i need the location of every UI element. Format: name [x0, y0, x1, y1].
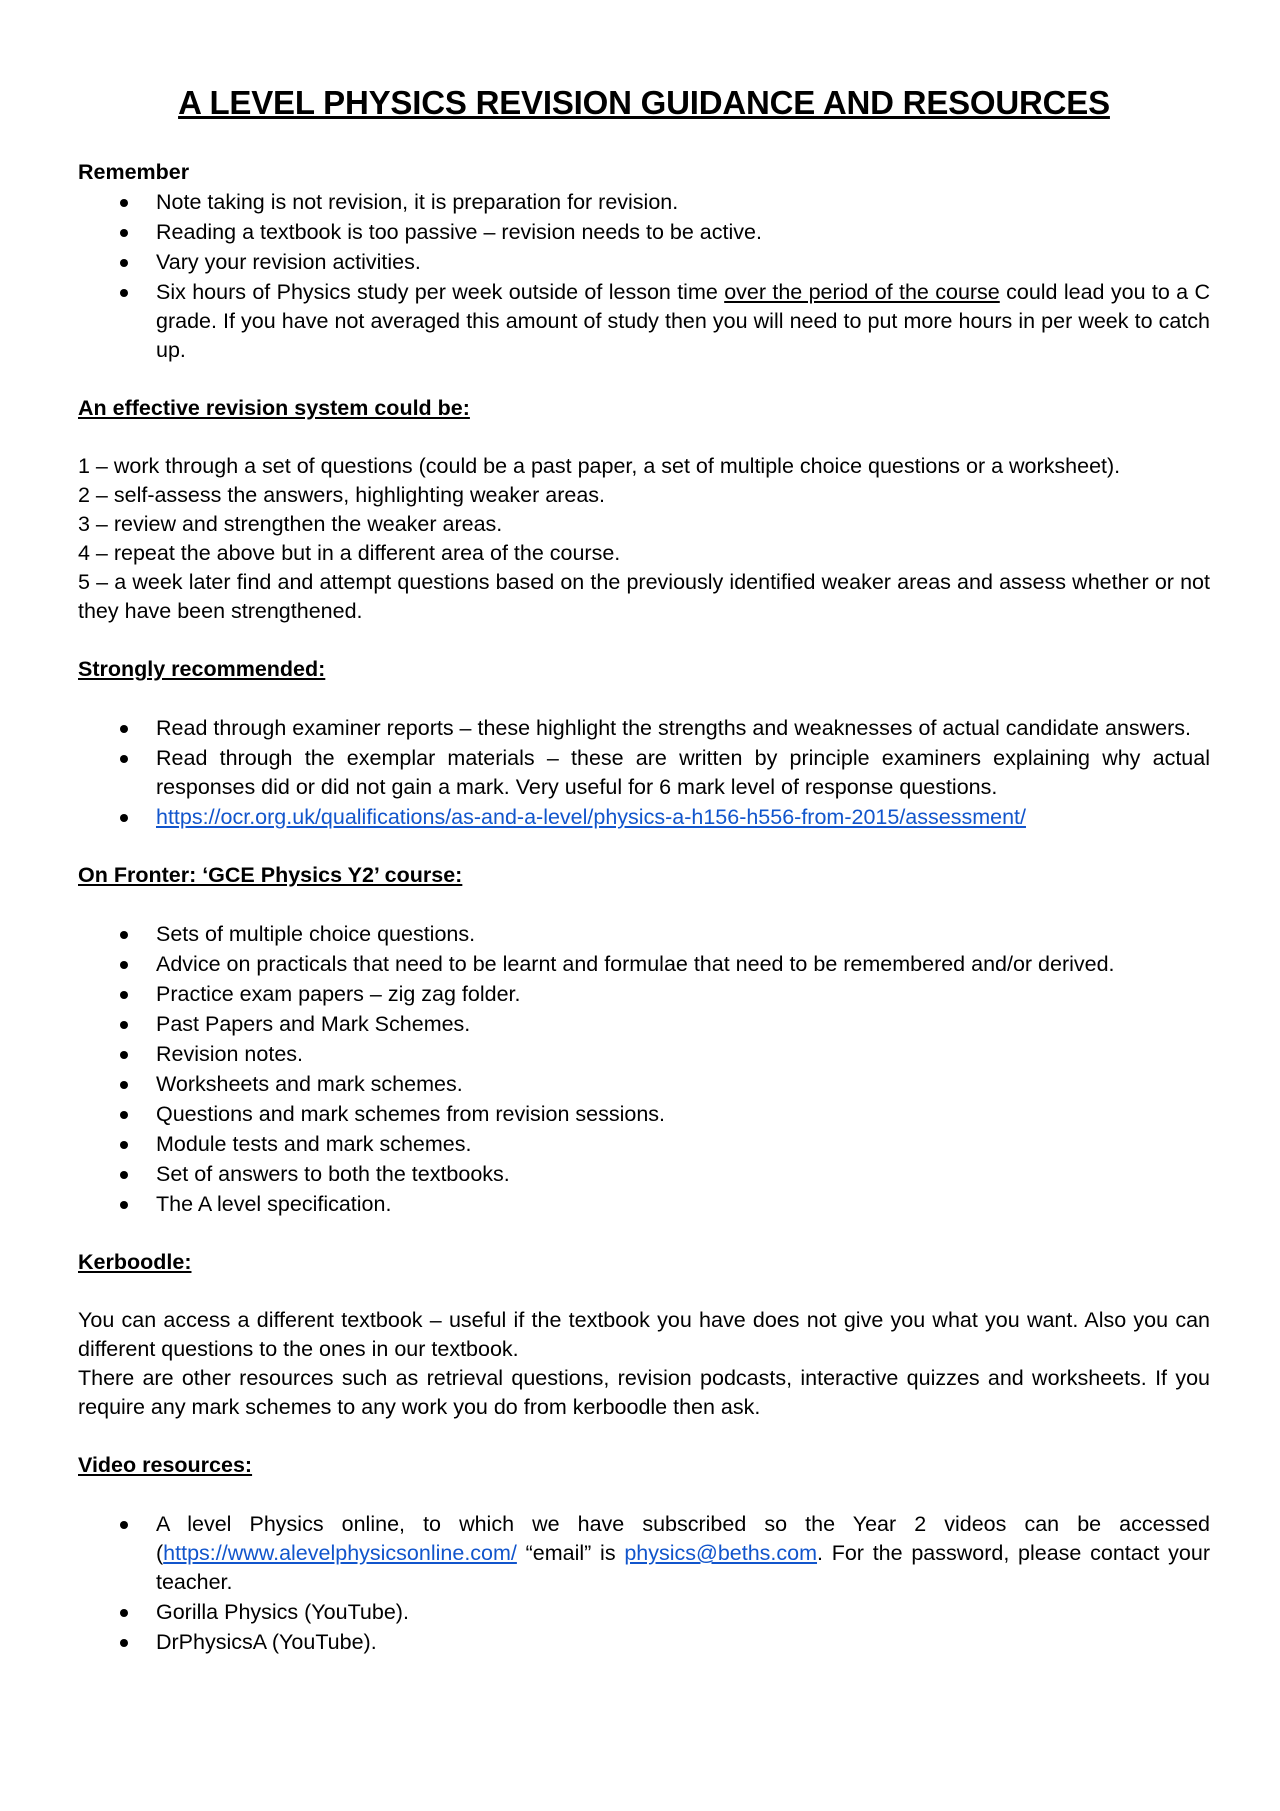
bullet-icon	[120, 961, 128, 969]
bullet-icon	[120, 1609, 128, 1617]
revision-step: 5 – a week later find and attempt questions based on the previously identified weaker areas and assess whether or not they have been strengthened.	[78, 570, 1210, 623]
bullet-icon	[120, 1141, 128, 1149]
list-item: Read through examiner reports – these highlight the strengths and weaknesses of actual candidate answers.	[78, 714, 1210, 743]
list-item	[78, 803, 1210, 832]
bullet-icon	[120, 229, 128, 237]
list-item: Questions and mark schemes from revision sessions.	[78, 1100, 1210, 1129]
bullet-icon	[120, 1639, 128, 1647]
revision-step: 4 – repeat the above but in a different area of the course.	[78, 541, 621, 565]
list-item: Reading a textbook is too passive – revision needs to be active.	[78, 218, 1210, 247]
revision-system-heading: An effective revision system could be:	[78, 396, 470, 420]
list-item: Note taking is not revision, it is preparation for revision.	[78, 188, 1210, 217]
bullet-icon	[120, 259, 128, 267]
list-item: Six hours of Physics study per week outside of lesson time over the period of the course could lead you to a C grade. If you have not averaged this amount of study then you will need to put more hours in per week to catch up.	[78, 278, 1210, 365]
bullet-icon	[120, 1021, 128, 1029]
list-item: A level Physics online, to which we have subscribed so the Year 2 videos can be accessed (https://www.alevelphysicsonline.com/ “email” is physics@beths.com. For the password, please contact your teacher.	[78, 1510, 1210, 1597]
document-page	[78, 0, 1210, 1657]
list-item: Gorilla Physics (YouTube).	[78, 1598, 1210, 1627]
ocr-assessment-link[interactable]: https://ocr.org.uk/qualifications/as-and-a-level/physics-a-h156-h556-from-2015/assessment/	[156, 805, 1026, 829]
bullet-icon	[120, 814, 128, 822]
bullet-icon	[120, 1051, 128, 1059]
bullet-icon	[120, 755, 128, 763]
revision-steps	[78, 452, 1210, 626]
video-resources-heading: Video resources:	[78, 1453, 253, 1477]
bullet-icon	[120, 199, 128, 207]
kerboodle-paragraph-2: There are other resources such as retrieval questions, revision podcasts, interactive quizzes and worksheets. If you require any mark schemes to any work you do from kerboodle then ask.	[78, 1366, 1210, 1419]
list-item: Practice exam papers – zig zag folder.	[78, 980, 1210, 1009]
list-item: Worksheets and mark schemes.	[78, 1070, 1210, 1099]
underlined-text: over the period of the course	[724, 280, 1000, 304]
revision-step: 1 – work through a set of questions (could be a past paper, a set of multiple choice questions or a worksheet).	[78, 454, 1121, 478]
list-item: DrPhysicsA (YouTube).	[78, 1628, 1210, 1657]
list-item: Read through the exemplar materials – these are written by principle examiners explaining why actual responses did or did not gain a mark. Very useful for 6 mark level of response questions.	[78, 744, 1210, 802]
revision-step: 3 – review and strengthen the weaker areas.	[78, 512, 503, 536]
video-list	[78, 1510, 1210, 1657]
strongly-recommended-heading: Strongly recommended:	[78, 657, 326, 681]
page-title: A LEVEL PHYSICS REVISION GUIDANCE AND RESOURCES	[178, 84, 1110, 121]
bullet-icon	[120, 1201, 128, 1209]
list-item: Sets of multiple choice questions.	[78, 920, 1210, 949]
remember-heading: Remember	[78, 160, 190, 184]
bullet-icon	[120, 1081, 128, 1089]
list-item: Module tests and mark schemes.	[78, 1130, 1210, 1159]
kerboodle-heading: Kerboodle:	[78, 1250, 192, 1274]
remember-list	[78, 188, 1210, 365]
list-item: Advice on practicals that need to be learnt and formulae that need to be remembered and/or derived.	[78, 950, 1210, 979]
bullet-icon	[120, 1521, 128, 1529]
fronter-list	[78, 920, 1210, 1219]
bullet-icon	[120, 1171, 128, 1179]
list-item: The A level specification.	[78, 1190, 1210, 1219]
list-item: Vary your revision activities.	[78, 248, 1210, 277]
bullet-icon	[120, 991, 128, 999]
recommended-list	[78, 714, 1210, 832]
bullet-icon	[120, 725, 128, 733]
list-item: Set of answers to both the textbooks.	[78, 1160, 1210, 1189]
bullet-icon	[120, 931, 128, 939]
bullet-icon	[120, 1111, 128, 1119]
email-link[interactable]: physics@beths.com	[624, 1541, 818, 1565]
list-item: Past Papers and Mark Schemes.	[78, 1010, 1210, 1039]
alevelphysicsonline-link[interactable]: https://www.alevelphysicsonline.com/	[163, 1541, 517, 1565]
list-item: Revision notes.	[78, 1040, 1210, 1069]
revision-step: 2 – self-assess the answers, highlighting weaker areas.	[78, 483, 606, 507]
bullet-icon	[120, 289, 128, 297]
kerboodle-paragraph-1: You can access a different textbook – useful if the textbook you have does not give you what you want. Also you can different questions to the ones in our textbook.	[78, 1308, 1210, 1361]
fronter-heading: On Fronter: ‘GCE Physics Y2’ course:	[78, 863, 463, 887]
